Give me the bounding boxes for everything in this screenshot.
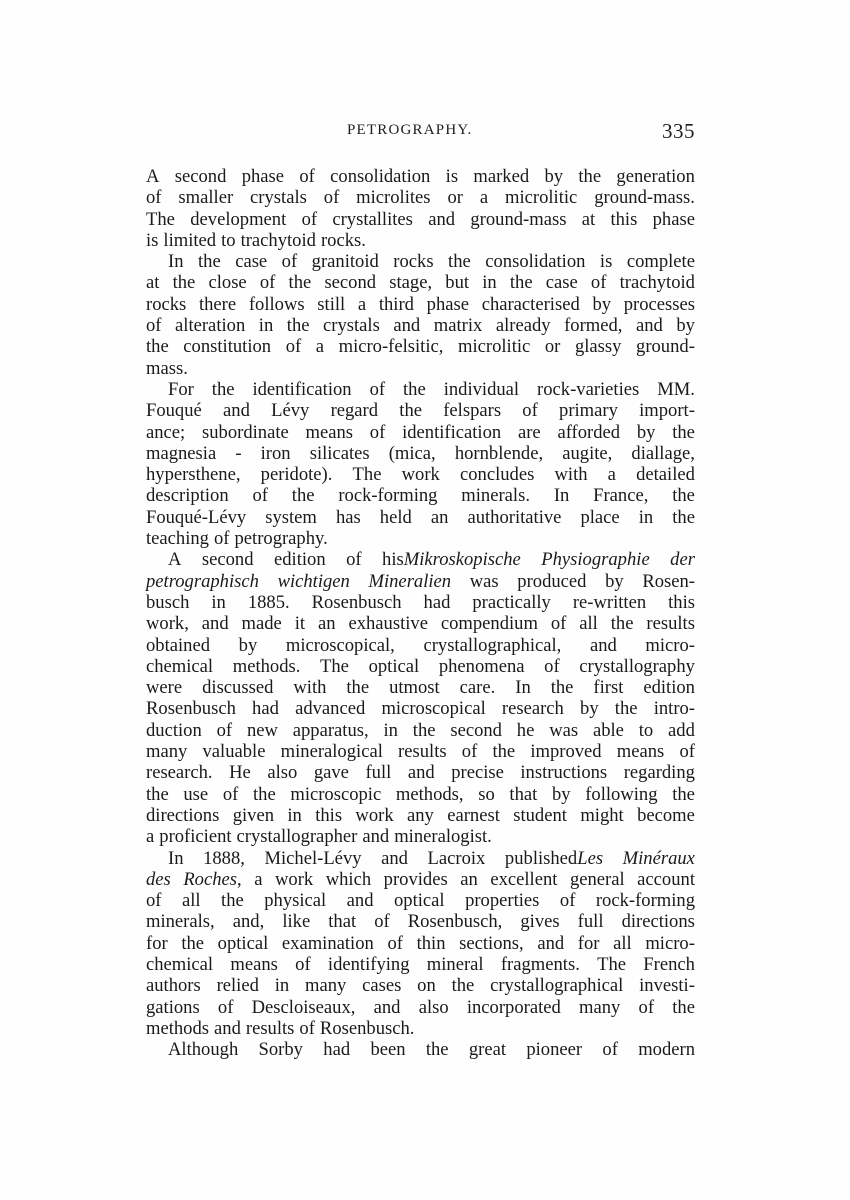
text-line: magnesia - iron silicates (mica, hornblende, augite, diallage, bbox=[146, 442, 695, 464]
text-line: The development of crystallites and ground-mass at this phase bbox=[146, 208, 695, 230]
text-line: at the close of the second stage, but in the case of trachytoid bbox=[146, 272, 695, 294]
text-line: For the identification of the individual rock-varieties MM. bbox=[168, 378, 695, 400]
paragraph bbox=[146, 166, 695, 251]
text-line: chemical means of identifying mineral fragments. The French bbox=[146, 953, 695, 975]
text-line: rocks there follows still a third phase characterised by processes bbox=[146, 293, 695, 315]
text-line: many valuable mineralogical results of the improved means of bbox=[146, 741, 695, 763]
text-line: minerals, and, like that of Rosenbusch, gives full directions bbox=[146, 911, 695, 933]
text-line: hypersthene, peridote). The work concludes with a detailed bbox=[146, 464, 695, 486]
text-line: In 1888, Michel-Lévy and Lacroix publishedLes Minéraux bbox=[168, 847, 695, 869]
text-line: authors relied in many cases on the crystallographical investi- bbox=[146, 975, 695, 997]
text-line: Rosenbusch had advanced microscopical research by the intro- bbox=[146, 698, 695, 720]
text-line: Fouqué and Lévy regard the felspars of primary import- bbox=[146, 400, 695, 422]
text-line: A second phase of consolidation is marked by the generation bbox=[146, 166, 695, 187]
text-line: work, and made it an exhaustive compendium of all the results bbox=[146, 613, 695, 635]
text-line: petrographisch wichtigen Mineralien was produced by Rosen- bbox=[146, 570, 695, 592]
text-line: the use of the microscopic methods, so that by following the bbox=[146, 783, 695, 805]
text-line: teaching of petrography. bbox=[146, 528, 328, 550]
running-title: PETROGRAPHY. bbox=[347, 122, 473, 138]
text-line: the constitution of a micro-felsitic, microlitic or glassy ground- bbox=[146, 336, 695, 358]
text-line: is limited to trachytoid rocks. bbox=[146, 229, 366, 251]
running-head bbox=[146, 119, 695, 147]
paragraph bbox=[146, 379, 695, 549]
text-line: obtained by microscopical, crystallographical, and micro- bbox=[146, 634, 695, 656]
text-line: busch in 1885. Rosenbusch had practically re-written this bbox=[146, 591, 695, 613]
text-line: research. He also gave full and precise instructions regarding bbox=[146, 762, 695, 784]
body-text bbox=[146, 166, 695, 1060]
paragraph bbox=[146, 549, 695, 847]
text-line: mass. bbox=[146, 357, 188, 379]
text-line: description of the rock-forming minerals. In France, the bbox=[146, 485, 695, 507]
text-line: duction of new apparatus, in the second he was able to add bbox=[146, 719, 695, 741]
text-line: for the optical examination of thin sections, and for all micro- bbox=[146, 932, 695, 954]
text-line: des Roches, a work which provides an excellent general account bbox=[146, 868, 695, 890]
text-line: A second edition of hisMikroskopische Physiographie der bbox=[168, 549, 695, 571]
text-line: ance; subordinate means of identification are afforded by the bbox=[146, 421, 695, 443]
text-line: methods and results of Rosenbusch. bbox=[146, 1017, 415, 1039]
text-line: directions given in this work any earnest student might become bbox=[146, 804, 695, 826]
text-line: of smaller crystals of microlites or a microlitic ground-mass. bbox=[146, 187, 695, 209]
text-line: In the case of granitoid rocks the consolidation is complete bbox=[168, 251, 695, 273]
text-line: a proficient crystallographer and mineralogist. bbox=[146, 826, 492, 848]
text-line: Although Sorby had been the great pioneer of modern bbox=[168, 1039, 695, 1061]
paragraph bbox=[146, 1039, 695, 1060]
text-line: were discussed with the utmost care. In the first edition bbox=[146, 677, 695, 699]
text-line: gations of Descloiseaux, and also incorporated many of the bbox=[146, 996, 695, 1018]
paragraph bbox=[146, 251, 695, 379]
text-line: chemical methods. The optical phenomena of crystallography bbox=[146, 655, 695, 677]
paragraph bbox=[146, 848, 695, 1040]
page-number: 335 bbox=[662, 119, 695, 143]
text-line: of all the physical and optical properties of rock-forming bbox=[146, 890, 695, 912]
text-line: Fouqué-Lévy system has held an authoritative place in the bbox=[146, 506, 695, 528]
text-line: of alteration in the crystals and matrix already formed, and by bbox=[146, 315, 695, 337]
